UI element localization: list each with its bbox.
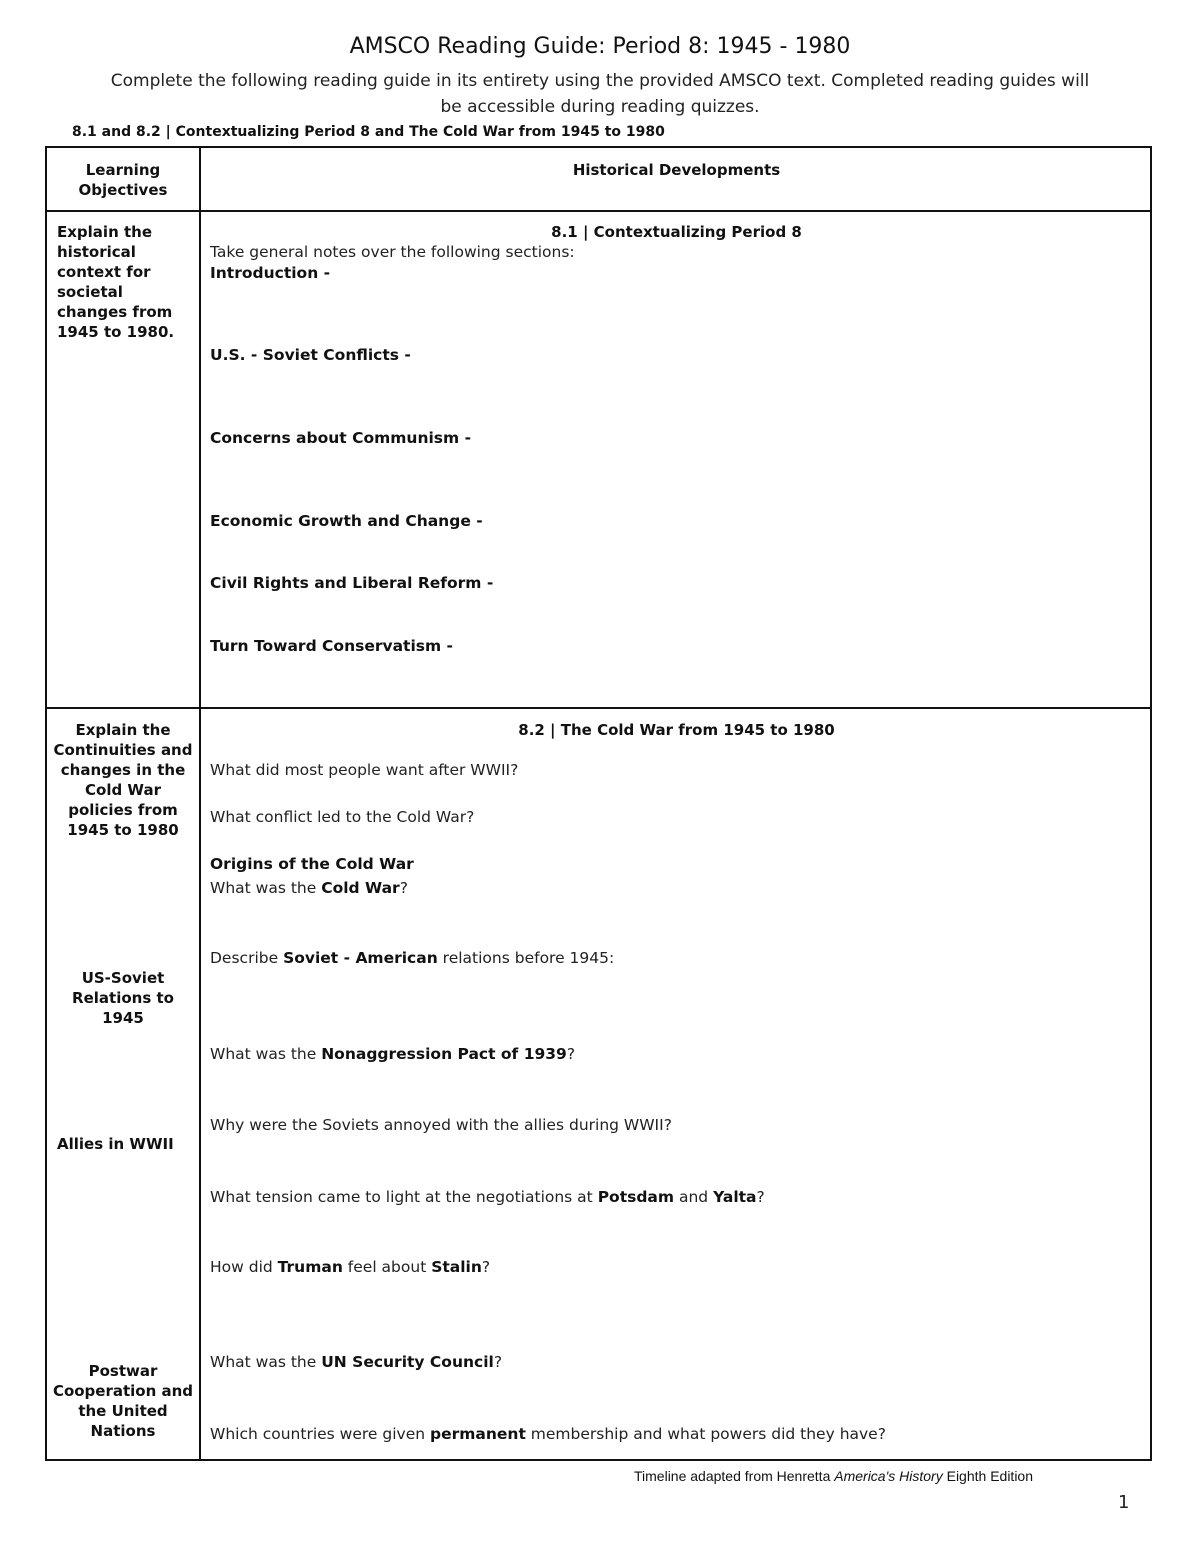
footer-suffix: Eighth Edition [942,1468,1034,1484]
sub-objective-allies-wwii: Allies in WWII [57,1135,174,1153]
q5-term: Nonaggression Pact of 1939 [321,1045,567,1063]
question-soviets-annoyed[interactable]: Why were the Soviets annoyed with the allies during WWII? [210,1116,672,1134]
q10-text-c: membership and what powers did they have? [525,1425,886,1443]
note-economic-growth[interactable]: Economic Growth and Change - [210,512,483,530]
instructions [60,68,1140,120]
question-truman-stalin[interactable] [210,1258,490,1276]
q7-text-c: and [674,1188,714,1206]
q9-text-a: What was the [210,1353,322,1371]
note-concerns-about-communism[interactable]: Concerns about Communism - [210,429,472,447]
origins-heading: Origins of the Cold War [210,855,414,873]
q4-text-c: relations before 1945: [437,949,615,967]
q4-term: Soviet - American [283,949,438,967]
q9-text-c: ? [493,1353,503,1371]
q3-text-c: ? [399,879,408,897]
page-number: 1 [1118,1492,1130,1513]
q10-text-a: Which countries were given [210,1425,430,1443]
q7-text-e: ? [756,1188,765,1206]
row-divider [47,707,1150,709]
question-soviet-american-relations[interactable] [210,949,614,967]
q8-text-c: feel about [342,1258,432,1276]
note-introduction[interactable]: Introduction - [210,264,331,282]
note-us-soviet-conflicts[interactable]: U.S. - Soviet Conflicts - [210,346,411,364]
footer-credit [634,1468,1033,1484]
header-row-divider [47,210,1150,212]
page-title: AMSCO Reading Guide: Period 8: 1945 - 1980 [349,34,851,59]
q3-text-a: What was the [210,879,322,897]
learning-objectives-header: Learning Objectives [78,161,168,199]
instructions-line-1: Complete the following reading guide in its entirety using the provided AMSCO text. Completed reading guides will [110,71,1090,91]
question-nonaggression-pact[interactable] [210,1045,575,1063]
q8-text-e: ? [481,1258,491,1276]
question-un-security-council[interactable] [210,1353,502,1371]
question-potsdam-yalta[interactable] [210,1188,765,1206]
question-conflict-cold-war[interactable]: What conflict led to the Cold War? [210,808,475,826]
question-permanent-membership[interactable] [210,1425,886,1443]
q3-term: Cold War [321,879,400,897]
sub-objective-us-soviet-relations: US-Soviet Relations to 1945 [72,969,174,1027]
objective-row-2: Explain the Continuities and changes in the Cold War policies from 1945 to 1980 [53,721,193,839]
footer-book-title: America's History [834,1468,943,1484]
column-divider [199,148,201,1459]
q8-text-a: How did [210,1258,278,1276]
instructions-line-2: be accessible during reading quizzes. [440,97,760,117]
q4-text-a: Describe [210,949,284,967]
q5-text-a: What was the [210,1045,322,1063]
q7-term-yalta: Yalta [713,1188,757,1206]
q5-text-c: ? [566,1045,576,1063]
row-2-heading: 8.2 | The Cold War from 1945 to 1980 [518,721,835,739]
q8-term-stalin: Stalin [431,1258,482,1276]
row-1-instruction: Take general notes over the following sections: [210,243,575,261]
footer-prefix: Timeline adapted from Henretta [634,1468,835,1484]
note-turn-toward-conservatism[interactable]: Turn Toward Conservatism - [210,637,453,655]
historical-developments-header: Historical Developments [572,161,781,179]
q7-text-a: What tension came to light at the negotiations at [210,1188,598,1206]
q7-term-potsdam: Potsdam [597,1188,675,1206]
note-civil-rights[interactable]: Civil Rights and Liberal Reform - [210,574,494,592]
q8-term-truman: Truman [277,1258,343,1276]
q9-term: UN Security Council [321,1353,494,1371]
sub-objective-postwar-un: Postwar Cooperation and the United Nations [52,1362,194,1440]
row-1-heading: 8.1 | Contextualizing Period 8 [551,223,802,241]
question-want-after-wwii[interactable]: What did most people want after WWII? [210,761,519,779]
section-heading: 8.1 and 8.2 | Contextualizing Period 8 and The Cold War from 1945 to 1980 [72,124,665,140]
reading-guide-table [45,146,1152,1461]
objective-row-1: Explain the historical context for societal changes from 1945 to 1980. [57,223,175,341]
question-what-was-cold-war[interactable] [210,879,408,897]
q10-term: permanent [430,1425,526,1443]
